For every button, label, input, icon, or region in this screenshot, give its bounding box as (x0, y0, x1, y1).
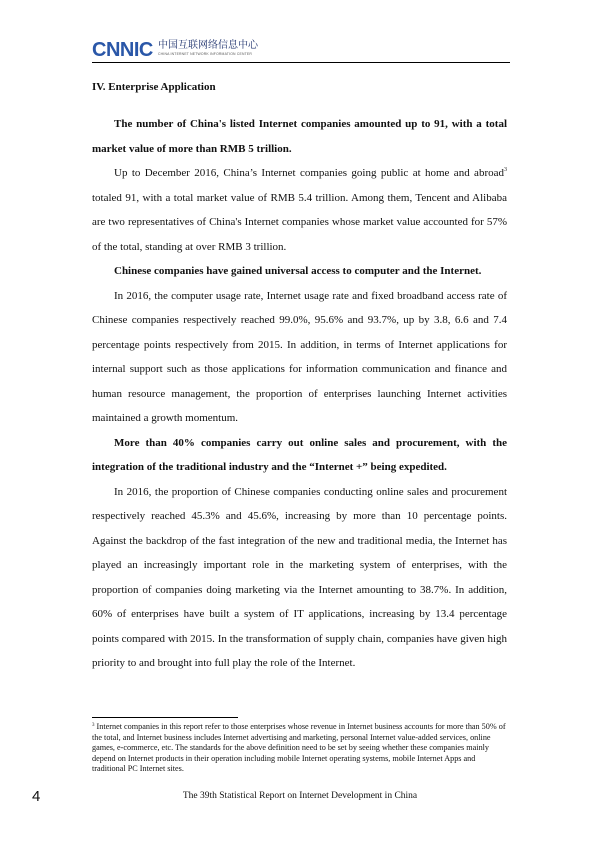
footnote-divider (92, 717, 238, 718)
highlight-paragraph: Chinese companies have gained universal access to computer and the Internet. (114, 265, 482, 277)
footnote-ref[interactable]: 3 (504, 167, 507, 173)
footer-report-title: The 39th Statistical Report on Internet Development in China (182, 791, 418, 801)
section-title: IV. Enterprise Application (92, 81, 216, 93)
highlight-paragraph: More than 40% companies carry out online sales and procurement, with the integration of the traditional industry and the “Internet +” being expedited. (92, 436, 507, 473)
footnote (92, 722, 510, 775)
footnote-text: Internet companies in this report refer to those enterprises whose revenue in Internet business accounts for more than 50% of the total, and Internet business includes Internet advertising and marketing, personal Internet value-added services, online games, e-commerce, etc. The standards for the above definition need to be set by seeing whether these companies mainly depend on Internet products in their operation including mobile Internet operating systems, mobile Internet Apps and traditional PC Internet sites. (92, 722, 506, 773)
page-number: 4 (32, 788, 41, 805)
org-name-english: CHINA INTERNET NETWORK INFORMATION CENTER (158, 52, 252, 56)
body-paragraph: In 2016, the computer usage rate, Internet usage rate and fixed broadband access rate of Chinese companies respectively reached 99.0%, 95.6% and 93.7%, up by 3.8, 6.6 and 7.4 percentage points respectively from 2015. In addition, in terms of Internet applications for internal support such as those applications for information communication and finance and human resource management, the proportion of enterprises launching Internet activities maintained a growth momentum. (92, 289, 507, 424)
header-divider (92, 62, 510, 63)
cnnic-logo: CNNIC (92, 39, 153, 61)
body-paragraph (92, 161, 507, 259)
paragraph-text: Up to December 2016, China’s Internet companies going public at home and abroad (114, 167, 504, 179)
highlight-paragraph: The number of China's listed Internet companies amounted up to 91, with a total market value of more than RMB 5 trillion. (92, 118, 507, 155)
page-header (92, 34, 512, 64)
paragraph-text: totaled 91, with a total market value of RMB 5.4 trillion. Among them, Tencent and Alibaba are two representatives of China's Internet companies whose market value accounted for 57% of the total, standing at over RMB 3 trillion. (92, 191, 507, 253)
page-content (92, 80, 507, 676)
org-name-chinese: 中国互联网络信息中心 (158, 40, 258, 51)
body-paragraph: In 2016, the proportion of Chinese companies conducting online sales and procurement respectively reached 45.3% and 45.6%, increasing by more than 10 percentage points. Against the backdrop of the fast integration of the new and traditional media, the Internet has played an increasingly important role in the marketing system of enterprises, with the proportion of companies doing marketing via the Internet amounting to 38.7%. In addition, 60% of enterprises have built a system of IT applications, increasing by 13.4 percentage points compared with 2015. In the transformation of supply chain, companies have given high priority to and brought into full play the role of the Internet. (92, 485, 507, 669)
footnote-number: 3 (92, 723, 95, 728)
